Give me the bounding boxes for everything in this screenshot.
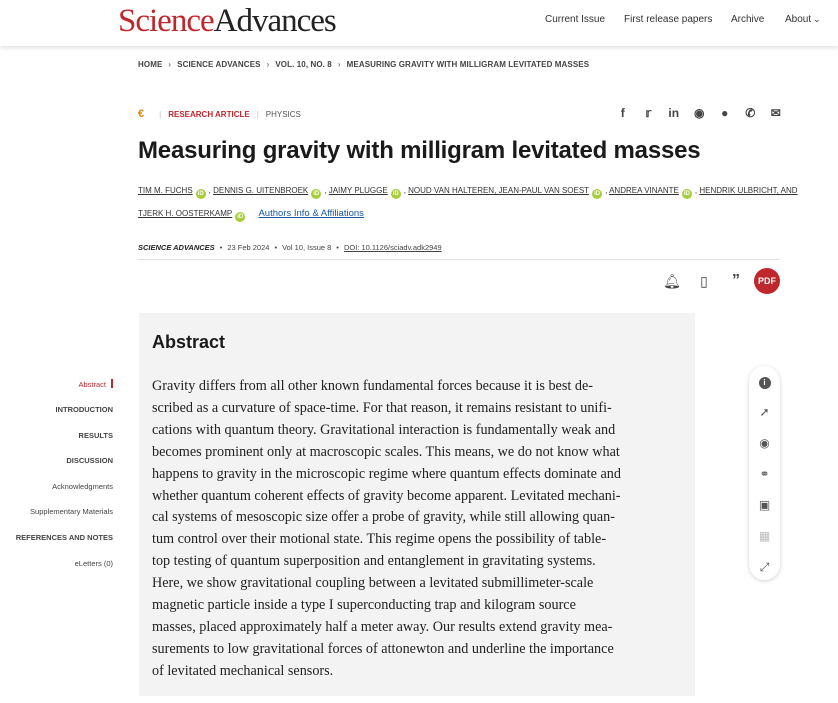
- article-title: Measuring gravity with milligram levitated masses: [138, 137, 701, 164]
- orcid-icon[interactable]: iD: [237, 214, 244, 220]
- wechat-icon[interactable]: ●: [721, 106, 729, 120]
- metrics-icon[interactable]: ➚: [759, 405, 770, 419]
- abstract-line: whether quantum coherent effects of gravity become apparent. Levitated mechani-: [152, 487, 621, 504]
- breadcrumb-home[interactable]: HOME: [138, 60, 163, 69]
- orcid-icon[interactable]: iD: [683, 191, 690, 197]
- email-icon[interactable]: ✉: [770, 106, 781, 120]
- abstract-line: becomes prominent only at macroscopic scales. This means, we do not know what: [152, 443, 620, 460]
- orcid-icon[interactable]: iD: [197, 191, 204, 197]
- bookmark-icon[interactable]: ▯: [700, 272, 708, 289]
- chevron-right-icon: ›: [266, 60, 270, 69]
- article-type-row: [138, 108, 301, 120]
- abstract-line: scribed as a curvature of space-time. For that reason, it remains resistant to unifi-: [152, 399, 612, 416]
- nav-first-release[interactable]: First release papers: [624, 14, 713, 25]
- breadcrumb: [138, 60, 589, 69]
- breadcrumb-journal[interactable]: SCIENCE ADVANCES: [177, 60, 261, 69]
- divider: |: [256, 109, 259, 119]
- abstract-line: magnetic particle inside a type I superconducting trap and kilogram source: [152, 597, 576, 614]
- bullet: •: [336, 243, 339, 252]
- eye-icon[interactable]: ◉: [759, 436, 770, 450]
- nav-archive[interactable]: Archive: [731, 14, 765, 25]
- nav-about-label: About: [785, 14, 812, 25]
- abstract-section: [139, 313, 695, 696]
- twitter-icon[interactable]: 𝕣: [645, 106, 652, 120]
- affiliations-link[interactable]: Authors Info & Affiliations: [258, 208, 364, 219]
- abstract-line: cal systems of mesoscopic size offer a probe of gravity, while still allowing quan-: [152, 509, 615, 526]
- author-name[interactable]: TJERK H. OOSTERKAMP: [138, 209, 233, 218]
- whatsapp-icon[interactable]: ✆: [745, 106, 756, 120]
- chevron-right-icon: ›: [168, 60, 172, 69]
- abstract-line: of levitated mechanical sensors.: [152, 662, 334, 679]
- doi-link[interactable]: DOI: 10.1126/sciadv.adk2949: [343, 243, 442, 252]
- publication-date: 23 Feb 2024: [227, 243, 270, 252]
- site-logo[interactable]: ScienceAdvances: [118, 3, 336, 39]
- author-name[interactable]: DENNIS G. UITENBROEK: [213, 186, 309, 195]
- breadcrumb-article: MEASURING GRAVITY WITH MILLIGRAM LEVITATED MASSES: [346, 60, 590, 69]
- author-list-continued: [138, 208, 778, 222]
- author-name[interactable]: TIM M. FUCHS: [138, 186, 193, 195]
- figures-icon[interactable]: ▣: [758, 498, 771, 512]
- orcid-icon[interactable]: iD: [594, 191, 601, 197]
- linkedin-icon[interactable]: in: [668, 106, 680, 120]
- abstract-line: Here, we show gravitational coupling between a levitated submillimeter-scale: [152, 575, 594, 592]
- publication-info: [138, 243, 442, 252]
- chevron-down-icon: ⌄: [813, 14, 821, 24]
- toc-results[interactable]: RESULTS: [78, 431, 113, 440]
- volume-issue[interactable]: Vol 10, Issue 8: [282, 243, 332, 252]
- quote-icon[interactable]: ”: [732, 272, 740, 289]
- article-subject[interactable]: PHYSICS: [265, 109, 301, 119]
- toc-introduction[interactable]: INTRODUCTION: [55, 405, 113, 414]
- article-tools: [656, 268, 780, 294]
- abstract-line: top testing of quantum superposition and entanglement in gravitating systems.: [152, 553, 596, 570]
- orcid-icon[interactable]: iD: [392, 191, 399, 197]
- abstract-line: surements to low gravitational forces of attonewton and underline the importance: [152, 640, 614, 657]
- open-access-icon: €: [138, 108, 145, 120]
- info-icon[interactable]: i: [749, 374, 780, 389]
- divider: |: [159, 109, 162, 119]
- abstract-text: [152, 376, 682, 683]
- share-icon[interactable]: ⤢: [759, 560, 770, 574]
- toc-eletters[interactable]: eLetters (0): [74, 559, 113, 568]
- author-name[interactable]: NOUD VAN HALTEREN, JEAN-PAUL VAN SOEST: [408, 186, 590, 195]
- author-name[interactable]: ANDREA VINANTE: [609, 186, 679, 195]
- author-list: TIM M. FUCHS iD , DENNIS G. UITENBROEK iD , JAIMY PLUGGE iD , NOUD VAN HALTEREN, JEAN-PAUL VAN SOEST iD , ANDREA VINANTE iD , HENDRIK ULBRICHT, AND: [138, 186, 798, 197]
- facebook-icon[interactable]: f: [620, 106, 625, 120]
- author-name[interactable]: HENDRIK ULBRICHT, AND: [699, 186, 798, 195]
- abstract-heading: Abstract: [152, 332, 226, 352]
- bell-icon[interactable]: 🔔︎: [663, 272, 681, 289]
- article-type: RESEARCH ARTICLE: [168, 109, 250, 119]
- toc-abstract[interactable]: Abstract: [78, 379, 113, 389]
- abstract-line: tum control over their motional state. This regime opens the possibility of table-: [152, 531, 607, 548]
- abstract-line: cations with quantum theory. Gravitational interaction is fundamentally weak and: [152, 421, 616, 438]
- top-header: [0, 0, 838, 46]
- nav-about[interactable]: [785, 14, 821, 25]
- floating-toolbar: [749, 366, 780, 580]
- bullet: •: [219, 243, 223, 252]
- link-icon[interactable]: ⚭: [759, 467, 770, 481]
- share-bar: [610, 106, 789, 120]
- breadcrumb-issue[interactable]: VOL. 10, NO. 8: [275, 60, 332, 69]
- toc-acknowledgments[interactable]: Acknowledgments: [52, 482, 113, 491]
- orcid-icon[interactable]: iD: [313, 191, 320, 197]
- toc-discussion[interactable]: DISCUSSION: [66, 456, 113, 465]
- abstract-line: Gravity differs from all other known fundamental forces because it is best de-: [152, 378, 593, 394]
- journal-name[interactable]: SCIENCE ADVANCES: [138, 243, 215, 252]
- tables-icon[interactable]: ▦: [758, 529, 771, 543]
- bullet: •: [274, 243, 278, 252]
- pdf-button[interactable]: PDF: [754, 268, 780, 294]
- abstract-line: masses, placed approximately half a meter away. Our results extend gravity mea-: [152, 618, 613, 635]
- chevron-right-icon: ›: [337, 60, 341, 69]
- toc-supplementary[interactable]: Supplementary Materials: [30, 507, 113, 516]
- nav-current-issue[interactable]: Current Issue: [545, 14, 606, 25]
- divider-line: [138, 259, 779, 260]
- author-name[interactable]: JAIMY PLUGGE: [328, 186, 388, 195]
- reddit-icon[interactable]: ◉: [694, 106, 705, 120]
- abstract-line: happens to gravity in the microscopic regime where quantum effects dominate and: [152, 465, 621, 482]
- toc-references[interactable]: REFERENCES AND NOTES: [15, 533, 113, 542]
